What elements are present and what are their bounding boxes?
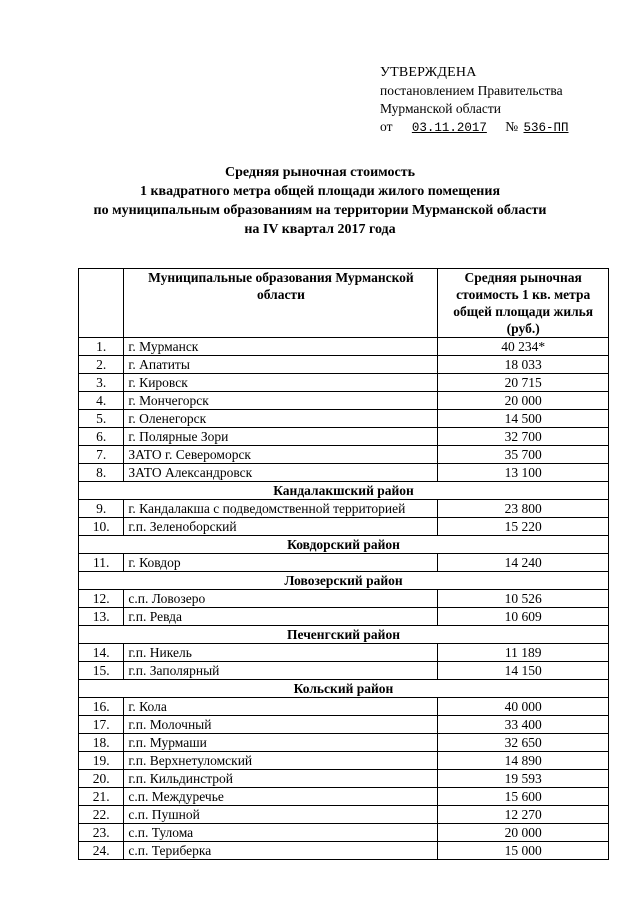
row-value: 20 000 [438, 392, 609, 410]
district-name: Печенгский район [79, 626, 609, 644]
row-name: с.п. Териберка [124, 842, 438, 860]
table-row [79, 428, 609, 446]
row-number: 22. [79, 806, 124, 824]
row-name: г.п. Верхнетуломский [124, 752, 438, 770]
table-row [79, 734, 609, 752]
row-name: г. Мурманск [124, 338, 438, 356]
row-value: 19 593 [438, 770, 609, 788]
approval-date: 03.11.2017 [411, 121, 487, 135]
row-value: 20 000 [438, 824, 609, 842]
table-row [79, 392, 609, 410]
row-name: г. Кировск [124, 374, 438, 392]
table-row [79, 752, 609, 770]
row-number: 15. [79, 662, 124, 680]
header-name-cell: Муниципальные образования Мурманской области [124, 269, 438, 338]
row-number: 3. [79, 374, 124, 392]
heading-line-3: по муниципальным образованиям на территории Мурманской области [93, 203, 547, 218]
row-name: г. Ковдор [124, 554, 438, 572]
row-number: 12. [79, 590, 124, 608]
approval-number-row [380, 118, 630, 137]
row-number: 8. [79, 464, 124, 482]
approval-title: УТВЕРЖДЕНА [380, 65, 477, 80]
row-name: г.п. Мурмаши [124, 734, 438, 752]
row-value: 18 033 [438, 356, 609, 374]
heading-line-4: на IV квартал 2017 года [244, 222, 396, 237]
row-value: 23 800 [438, 500, 609, 518]
table-row [79, 698, 609, 716]
district-name: Ковдорский район [79, 536, 609, 554]
table-row [79, 842, 609, 860]
row-number: 1. [79, 338, 124, 356]
row-number: 7. [79, 446, 124, 464]
table-row [79, 806, 609, 824]
table-row [79, 446, 609, 464]
row-name: г.п. Зеленоборский [124, 518, 438, 536]
approval-line-2: Мурманской области [380, 101, 501, 116]
date-prefix: от [380, 119, 393, 134]
row-value: 32 700 [438, 428, 609, 446]
row-number: 14. [79, 644, 124, 662]
table-row [79, 788, 609, 806]
table-row [79, 356, 609, 374]
approval-line-1: постановлением Правительства [380, 83, 563, 98]
row-number: 24. [79, 842, 124, 860]
row-name: ЗАТО Александровск [124, 464, 438, 482]
row-value: 10 526 [438, 590, 609, 608]
table-row [79, 500, 609, 518]
table-row [79, 374, 609, 392]
header-value-cell: Средняя рыночная стоимость 1 кв. метра общей площади жилья (руб.) [438, 269, 609, 338]
heading-line-1: Средняя рыночная стоимость [225, 165, 415, 180]
table-row [79, 338, 609, 356]
row-number: 4. [79, 392, 124, 410]
table-row [79, 716, 609, 734]
row-number: 17. [79, 716, 124, 734]
row-name: ЗАТО г. Североморск [124, 446, 438, 464]
table-row [79, 518, 609, 536]
row-value: 11 189 [438, 644, 609, 662]
row-value: 33 400 [438, 716, 609, 734]
district-name: Кандалакшский район [79, 482, 609, 500]
table-header-row [79, 269, 609, 338]
table-row [79, 662, 609, 680]
row-name: с.п. Тулома [124, 824, 438, 842]
row-number: 2. [79, 356, 124, 374]
row-name: г.п. Никель [124, 644, 438, 662]
row-value: 14 240 [438, 554, 609, 572]
district-name: Ловозерский район [79, 572, 609, 590]
row-number: 20. [79, 770, 124, 788]
row-name: с.п. Междуречье [124, 788, 438, 806]
approval-number: 536-ПП [523, 121, 569, 135]
row-value: 15 220 [438, 518, 609, 536]
row-name: с.п. Ловозеро [124, 590, 438, 608]
row-number: 10. [79, 518, 124, 536]
row-number: 6. [79, 428, 124, 446]
row-number: 13. [79, 608, 124, 626]
heading-line-2: 1 квадратного метра общей площади жилого помещения [139, 184, 501, 199]
district-row [79, 680, 609, 698]
row-value: 15 600 [438, 788, 609, 806]
number-prefix: № [505, 119, 519, 134]
row-number: 19. [79, 752, 124, 770]
district-row [79, 482, 609, 500]
row-name: г. Кандалакша с подведомственной территорией [124, 500, 438, 518]
row-name: г.п. Молочный [124, 716, 438, 734]
row-number: 21. [79, 788, 124, 806]
table-row [79, 770, 609, 788]
row-number: 9. [79, 500, 124, 518]
table-row [79, 464, 609, 482]
price-table [78, 268, 609, 860]
table-row [79, 554, 609, 572]
table-row [79, 590, 609, 608]
row-number: 16. [79, 698, 124, 716]
table-row [79, 608, 609, 626]
row-value: 12 270 [438, 806, 609, 824]
row-name: г. Апатиты [124, 356, 438, 374]
document-heading [40, 163, 600, 239]
row-value: 32 650 [438, 734, 609, 752]
district-name: Кольский район [79, 680, 609, 698]
row-name: г. Оленегорск [124, 410, 438, 428]
row-name: г. Мончегорск [124, 392, 438, 410]
row-value: 20 715 [438, 374, 609, 392]
row-name: с.п. Пушной [124, 806, 438, 824]
row-value: 15 000 [438, 842, 609, 860]
row-value: 14 890 [438, 752, 609, 770]
header-num-cell [79, 269, 124, 338]
row-value: 40 000 [438, 698, 609, 716]
row-number: 5. [79, 410, 124, 428]
row-number: 18. [79, 734, 124, 752]
table-body [79, 338, 609, 860]
row-name: г.п. Заполярный [124, 662, 438, 680]
row-value: 40 234* [438, 338, 609, 356]
table-row [79, 410, 609, 428]
district-row [79, 572, 609, 590]
district-row [79, 626, 609, 644]
row-value: 14 150 [438, 662, 609, 680]
row-value: 14 500 [438, 410, 609, 428]
row-number: 11. [79, 554, 124, 572]
row-number: 23. [79, 824, 124, 842]
row-value: 10 609 [438, 608, 609, 626]
row-name: г.п. Ревда [124, 608, 438, 626]
row-name: г. Кола [124, 698, 438, 716]
row-name: г. Полярные Зори [124, 428, 438, 446]
row-value: 13 100 [438, 464, 609, 482]
table-row [79, 824, 609, 842]
approval-block [380, 64, 630, 137]
district-row [79, 536, 609, 554]
table-row [79, 644, 609, 662]
row-value: 35 700 [438, 446, 609, 464]
row-name: г.п. Кильдинстрой [124, 770, 438, 788]
